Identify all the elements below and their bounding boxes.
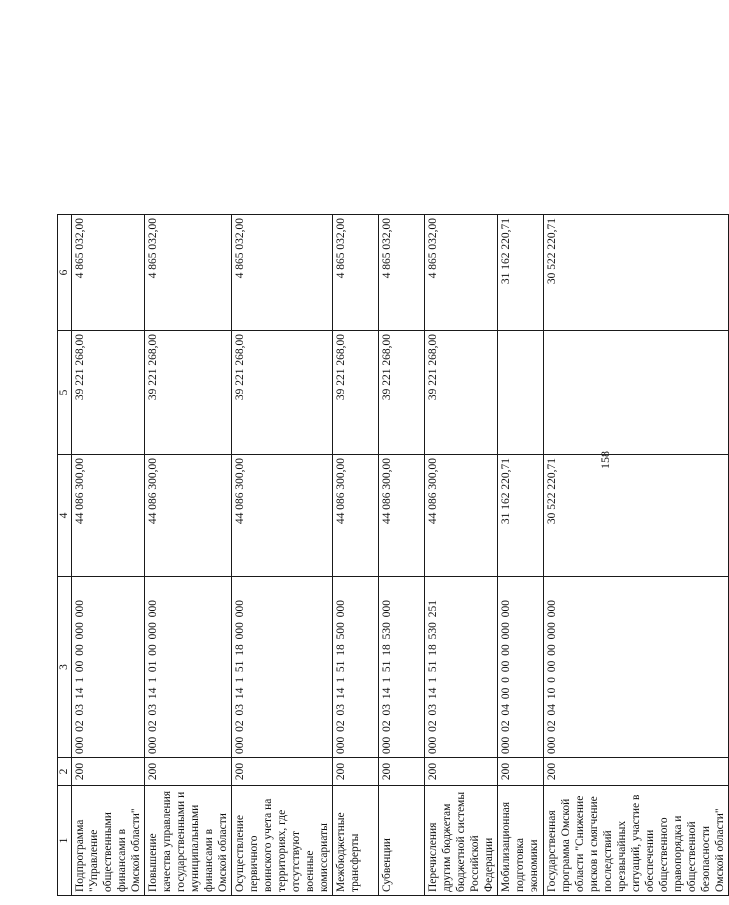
row-name-cell: Государственная программа Омской области "Снижение рисков и смягчение последствий чрезвычайных ситуаций, участие в обеспечении общественного правопорядка и общественной безопасности Омской области" bbox=[544, 786, 729, 896]
row-name-cell: Повышение качества управления государственными и муниципальными финансами в Омской области bbox=[145, 786, 232, 896]
row-col2-cell: 200 bbox=[232, 758, 333, 786]
row-amount-col6-cell: 4 865 032,00 bbox=[379, 215, 425, 331]
row-code-cell: 000 02 04 00 0 00 00 000 000 bbox=[498, 577, 544, 758]
row-code-cell: 000 02 03 14 1 51 18 530 000 bbox=[379, 577, 425, 758]
row-name-cell: Подпрограмма "Управление общественными финансами в Омской области" bbox=[72, 786, 145, 896]
row-amount-col5-cell: 39 221 268,00 bbox=[232, 331, 333, 455]
row-amount-col5-cell: 39 221 268,00 bbox=[145, 331, 232, 455]
row-amount-col5-cell: 39 221 268,00 bbox=[333, 331, 379, 455]
row-amount-col5-cell: 39 221 268,00 bbox=[425, 331, 498, 455]
table-row bbox=[232, 215, 333, 896]
row-amount-col5-cell: 39 221 268,00 bbox=[379, 331, 425, 455]
header-cell: 2 bbox=[58, 758, 72, 786]
row-col2-cell: 200 bbox=[379, 758, 425, 786]
row-amount-col6-cell: 4 865 032,00 bbox=[72, 215, 145, 331]
row-amount-col4-cell: 44 086 300,00 bbox=[145, 455, 232, 577]
row-amount-col5-cell: 39 221 268,00 bbox=[72, 331, 145, 455]
row-name-cell: Межбюджетные трансферты bbox=[333, 786, 379, 896]
row-amount-col4-cell: 44 086 300,00 bbox=[232, 455, 333, 577]
row-amount-col4-cell: 44 086 300,00 bbox=[333, 455, 379, 577]
row-amount-col6-cell: 4 865 032,00 bbox=[425, 215, 498, 331]
table-row bbox=[379, 215, 425, 896]
row-amount-col5-cell bbox=[544, 331, 729, 455]
row-amount-col4-cell: 30 522 220,71 bbox=[544, 455, 729, 577]
table-row bbox=[544, 215, 729, 896]
row-col2-cell: 200 bbox=[333, 758, 379, 786]
row-code-cell: 000 02 03 14 1 01 00 000 000 bbox=[145, 577, 232, 758]
table-row bbox=[498, 215, 544, 896]
header-cell: 3 bbox=[58, 577, 72, 758]
row-code-cell: 000 02 03 14 1 00 00 000 000 bbox=[72, 577, 145, 758]
row-amount-col4-cell: 44 086 300,00 bbox=[72, 455, 145, 577]
row-col2-cell: 200 bbox=[145, 758, 232, 786]
page-number: 158 bbox=[598, 451, 612, 469]
row-code-cell: 000 02 04 10 0 00 00 000 000 bbox=[544, 577, 729, 758]
row-amount-col6-cell: 4 865 032,00 bbox=[232, 215, 333, 331]
row-col2-cell: 200 bbox=[544, 758, 729, 786]
row-col2-cell: 200 bbox=[498, 758, 544, 786]
row-amount-col6-cell: 4 865 032,00 bbox=[145, 215, 232, 331]
table-row bbox=[425, 215, 498, 896]
row-amount-col6-cell: 31 162 220,71 bbox=[498, 215, 544, 331]
row-amount-col5-cell bbox=[498, 331, 544, 455]
header-cell: 5 bbox=[58, 331, 72, 455]
table-row bbox=[145, 215, 232, 896]
table-header-row bbox=[58, 215, 72, 896]
row-amount-col4-cell: 44 086 300,00 bbox=[425, 455, 498, 577]
row-code-cell: 000 02 03 14 1 51 18 500 000 bbox=[333, 577, 379, 758]
row-col2-cell: 200 bbox=[425, 758, 498, 786]
row-amount-col6-cell: 30 522 220,71 bbox=[544, 215, 729, 331]
header-cell: 4 bbox=[58, 455, 72, 577]
row-amount-col4-cell: 31 162 220,71 bbox=[498, 455, 544, 577]
row-name-cell: Осуществление первичного воинского учета на территориях, где отсутствуют военные комиссариаты bbox=[232, 786, 333, 896]
row-name-cell: Субвенции bbox=[379, 786, 425, 896]
row-col2-cell: 200 bbox=[72, 758, 145, 786]
row-code-cell: 000 02 03 14 1 51 18 530 251 bbox=[425, 577, 498, 758]
row-name-cell: Перечисления другим бюджетам бюджетной системы Российской Федерации bbox=[425, 786, 498, 896]
row-amount-col4-cell: 44 086 300,00 bbox=[379, 455, 425, 577]
row-name-cell: Мобилизационная подготовка экономики bbox=[498, 786, 544, 896]
row-amount-col6-cell: 4 865 032,00 bbox=[333, 215, 379, 331]
row-code-cell: 000 02 03 14 1 51 18 000 000 bbox=[232, 577, 333, 758]
budget-table bbox=[57, 214, 729, 896]
header-cell: 1 bbox=[58, 786, 72, 896]
table-row bbox=[333, 215, 379, 896]
header-cell: 6 bbox=[58, 215, 72, 331]
table-row bbox=[72, 215, 145, 896]
